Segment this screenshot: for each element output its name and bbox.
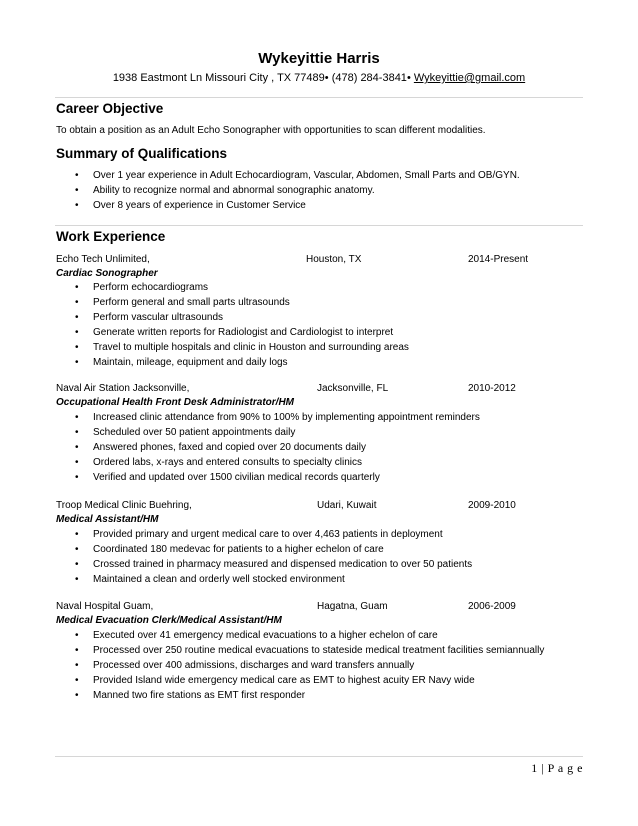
job-location: Hagatna, Guam	[317, 601, 388, 612]
phone: (478) 284-3841	[331, 72, 407, 84]
address: 1938 Eastmont Ln Missouri City , TX 77489	[112, 72, 325, 84]
list-item: • Ability to recognize normal and abnormal sonographic anatomy.	[75, 185, 375, 196]
job-dates: 2009-2010	[468, 500, 516, 511]
list-item: • Over 8 years of experience in Customer Service	[75, 200, 306, 211]
email-link[interactable]: Wykeyittie@gmail.com	[413, 72, 526, 84]
list-item: • Maintain, mileage, equipment and daily logs	[75, 357, 288, 368]
list-item: • Maintained a clean and orderly well stocked environment	[75, 574, 345, 585]
list-item: • Perform vascular ultrasounds	[75, 312, 224, 323]
page-footer	[531, 761, 583, 776]
job-role: Occupational Health Front Desk Administrator/HM	[56, 397, 294, 408]
objective-text: To obtain a position as an Adult Echo Sonographer with opportunities to scan different modalities.	[56, 125, 486, 136]
footer-divider	[55, 756, 583, 757]
job-employer: Naval Hospital Guam,	[56, 601, 154, 612]
list-item: • Verified and updated over 1500 civilian medical records quarterly	[75, 472, 380, 483]
list-item: • Scheduled over 50 patient appointments daily	[75, 427, 296, 438]
divider	[55, 97, 583, 98]
job-role: Medical Evacuation Clerk/Medical Assistant/HM	[56, 615, 282, 626]
list-item: • Answered phones, faxed and copied over 20 documents daily	[75, 442, 366, 453]
page-number: 1	[531, 761, 538, 775]
job-employer: Echo Tech Unlimited,	[56, 254, 150, 265]
list-item: • Processed over 400 admissions, discharges and ward transfers annually	[75, 660, 415, 671]
contact-line	[0, 72, 638, 84]
list-item: • Travel to multiple hospitals and clinic in Houston and surrounding areas	[75, 342, 409, 353]
job-role: Cardiac Sonographer	[56, 268, 158, 279]
job-location: Jacksonville, FL	[317, 383, 389, 394]
list-item: • Manned two fire stations as EMT first responder	[75, 690, 306, 701]
list-item: • Increased clinic attendance from 90% to 100% by implementing appointment reminders	[75, 412, 480, 423]
list-item: • Processed over 250 routine medical evacuations to stateside medical treatment facilities semiannually	[75, 645, 545, 656]
job-location: Houston, TX	[306, 254, 362, 265]
list-item: • Provided primary and urgent medical care to over 4,463 patients in deployment	[75, 529, 443, 540]
list-item: • Executed over 41 emergency medical evacuations to a higher echelon of care	[75, 630, 438, 641]
list-item: • Ordered labs, x-rays and entered consults to specialty clinics	[75, 457, 363, 468]
list-item: • Crossed trained in pharmacy measured and dispensed medication to over 50 patients	[75, 559, 473, 570]
job-dates: 2014-Present	[468, 254, 529, 265]
separator: •	[406, 72, 411, 84]
job-dates: 2006-2009	[468, 601, 516, 612]
page-label: | P a g e	[541, 761, 583, 775]
list-item: • Over 1 year experience in Adult Echocardiogram, Vascular, Abdomen, Small Parts and OB/GYN.	[75, 170, 520, 181]
list-item: • Perform echocardiograms	[75, 282, 209, 293]
job-role: Medical Assistant/HM	[56, 514, 159, 525]
separator: •	[324, 72, 329, 84]
list-item: • Perform general and small parts ultrasounds	[75, 297, 290, 308]
section-title-work: Work Experience	[56, 229, 166, 244]
section-title-qualifications: Summary of Qualifications	[56, 146, 228, 161]
job-employer: Troop Medical Clinic Buehring,	[56, 500, 192, 511]
job-employer: Naval Air Station Jacksonville,	[56, 383, 190, 394]
applicant-name: Wykeyittie Harris	[258, 50, 380, 67]
job-location: Udari, Kuwait	[317, 500, 377, 511]
list-item: • Provided Island wide emergency medical care as EMT to highest acuity ER Navy wide	[75, 675, 475, 686]
list-item: • Generate written reports for Radiologist and Cardiologist to interpret	[75, 327, 394, 338]
list-item: • Coordinated 180 medevac for patients to a higher echelon of care	[75, 544, 384, 555]
job-dates: 2010-2012	[468, 383, 516, 394]
section-title-objective: Career Objective	[56, 101, 164, 116]
divider	[55, 225, 583, 226]
